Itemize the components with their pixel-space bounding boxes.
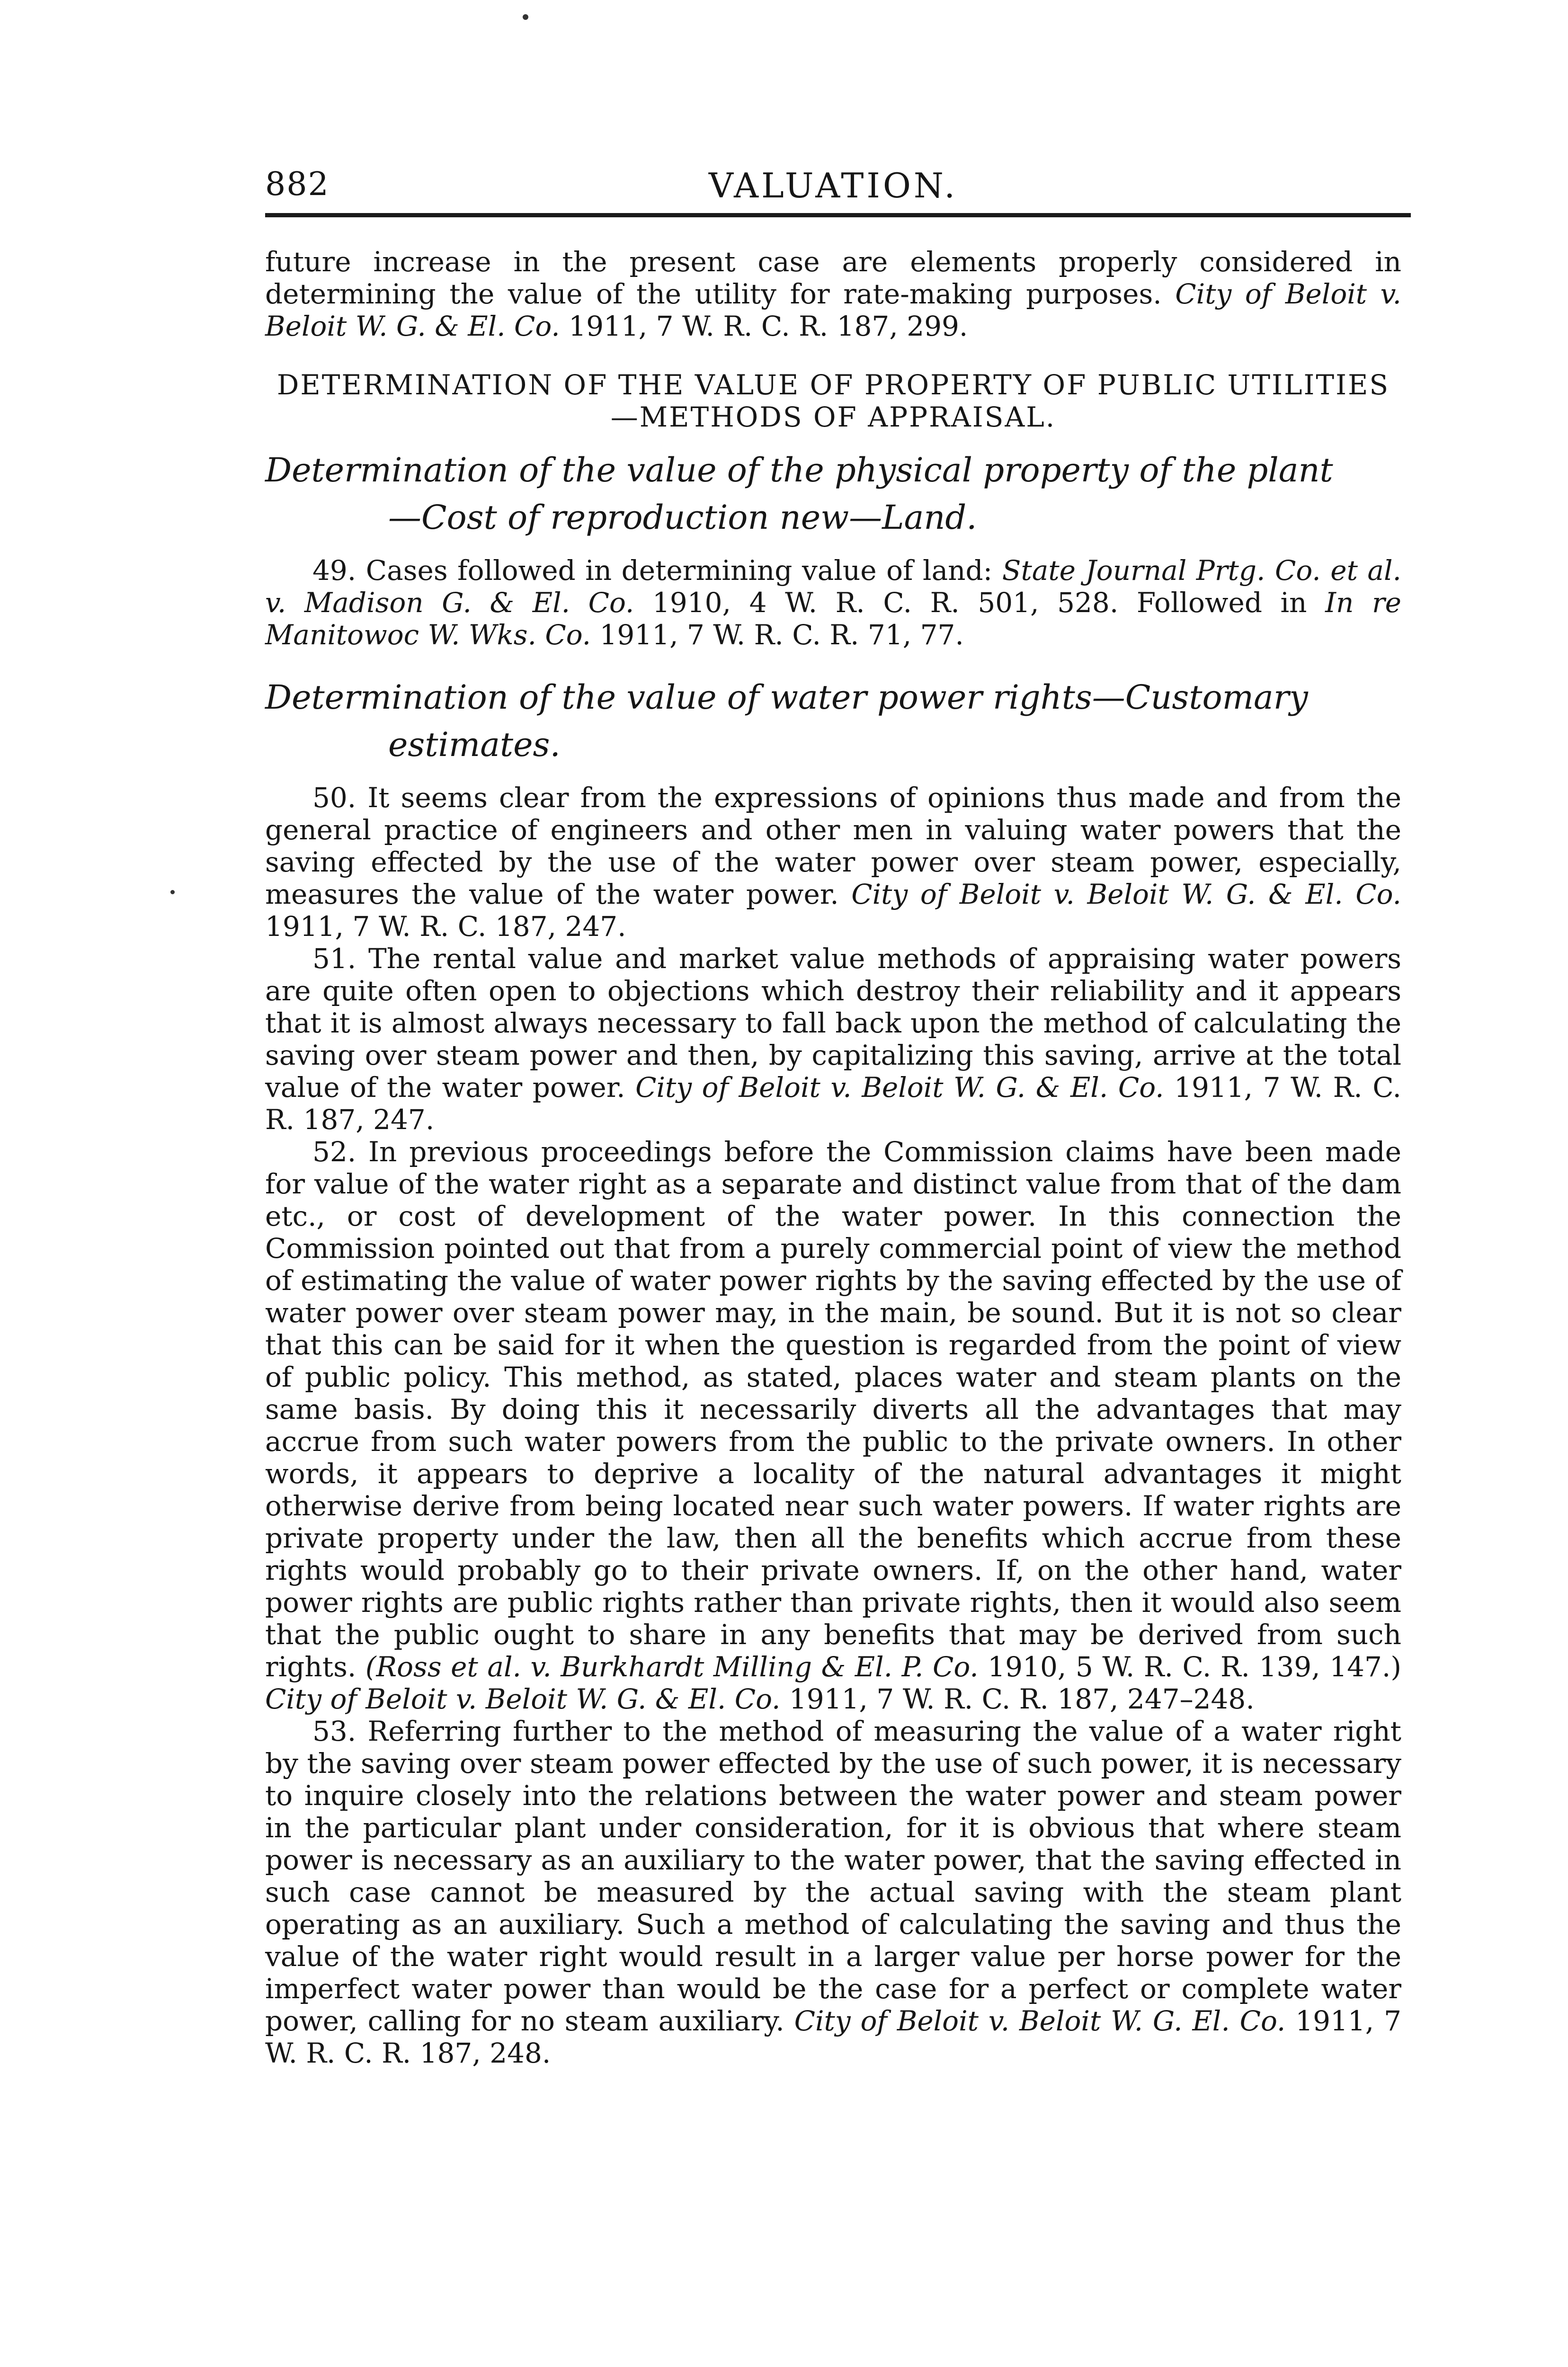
page-header: [265, 161, 1401, 213]
paragraph-50: 50. It seems clear from the expressions of opinions thus made and from the general practice of engineers and other men in valuing water powers that the saving effected by the use of the water power over steam power, especially, measures the value of the water power. City of Beloit v. Beloit W. G. & El. Co. 1911, 7 W. R. C. 187, 247.: [265, 782, 1401, 943]
book-page: [265, 161, 1401, 2339]
paragraph-53: 53. Referring further to the method of measuring the value of a water right by the saving over steam power effected by the use of such power, it is necessary to inquire closely into the relations between the water power and steam power in the particular plant under consideration, for it is obvious that where steam power is necessary as an auxiliary to the water power, that the saving effected in such case cannot be measured by the actual saving with the steam plant operating as an auxiliary. Such a method of calculating the saving and thus the value of the water right would result in a larger value per horse power for the imperfect water power than would be the case for a perfect or complete water power, calling for no steam auxiliary. City of Beloit v. Beloit W. G. El. Co. 1911, 7 W. R. C. R. 187, 248.: [265, 1715, 1401, 2069]
citation: City of Beloit v. Beloit W. G. & El. Co.: [265, 278, 1401, 342]
running-title: VALUATION.: [708, 166, 958, 205]
section-heading: DETERMINATION OF THE VALUE OF PROPERTY OF PUBLIC UTILITIES—METHODS OF APPRAISAL.: [276, 369, 1390, 433]
paragraph-51: 51. The rental value and market value methods of appraising water powers are quite often open to objections which destroy their reliability and it appears that it is almost always necessary to fall back upon the method of calculating the saving over steam power and then, by capitalizing this saving, arrive at the total value of the water power. City of Beloit v. Beloit W. G. & El. Co. 1911, 7 W. R. C. R. 187, 247.: [265, 943, 1401, 1136]
paragraph-52: 52. In previous proceedings before the Commission claims have been made for value of the water right as a separate and distinct value from that of the dam etc., or cost of development of the water power. In this connection the Commission pointed out that from a purely commercial point of view the method of estimating the value of water power rights by the saving effected by the use of water power over steam power may, in the main, be sound. But it is not so clear that this can be said for it when the question is regarded from the point of view of public policy. This method, as stated, places water and steam plants on the same basis. By doing this it necessarily diverts all the advantages that may accrue from such water powers from the public to the private owners. In other words, it appears to deprive a locality of the natural advantages it might otherwise derive from being located near such water powers. If water rights are private property under the law, then all the benefits which accrue from these rights would probably go to their private owners. If, on the other hand, water power rights are public rights rather than private rights, then it would also seem that the public ought to share in any benefits that may be derived from such rights. (Ross et al. v. Burkhardt Milling & El. P. Co. 1910, 5 W. R. C. R. 139, 147.) City of Beloit v. Beloit W. G. & El. Co. 1911, 7 W. R. C. R. 187, 247–248.: [265, 1136, 1401, 1715]
page-number: 882: [265, 166, 330, 203]
paragraph-49: 49. Cases followed in determining value of land: State Journal Prtg. Co. et al. v. Madison G. & El. Co. 1910, 4 W. R. C. R. 501, 528. Followed in In re Manitowoc W. Wks. Co. 1911, 7 W. R. C. R. 71, 77.: [265, 554, 1401, 651]
citation: City of Beloit v. Beloit W. G. El. Co.: [794, 2005, 1286, 2037]
subheading-water-power: Determination of the value of water power rights—Customary estimates.: [265, 678, 1308, 764]
header-rule: [265, 213, 1411, 217]
scan-speck: [170, 890, 175, 894]
citation: In re Manitowoc W. Wks. Co.: [265, 587, 1401, 651]
citation: City of Beloit v. Beloit W. G. & El. Co.: [635, 1071, 1164, 1103]
citation: City of Beloit v. Beloit W. G. & El. Co.: [265, 1683, 781, 1715]
citation: (Ross et al. v. Burkhardt Milling & El. P. Co.: [365, 1651, 979, 1683]
intro-paragraph: future increase in the present case are elements properly considered in determining the value of the utility for rate-making purposes. City of Beloit v. Beloit W. G. & El. Co. 1911, 7 W. R. C. R. 187, 299.: [265, 246, 1401, 342]
subheading-land: Determination of the value of the physical property of the plant —Cost of reproduction new—Land.: [265, 451, 1333, 537]
scan-speck: [523, 14, 528, 20]
citation: City of Beloit v. Beloit W. G. & El. Co.: [851, 878, 1401, 910]
citation: State Journal Prtg. Co. et al. v. Madison G. & El. Co.: [265, 554, 1401, 619]
